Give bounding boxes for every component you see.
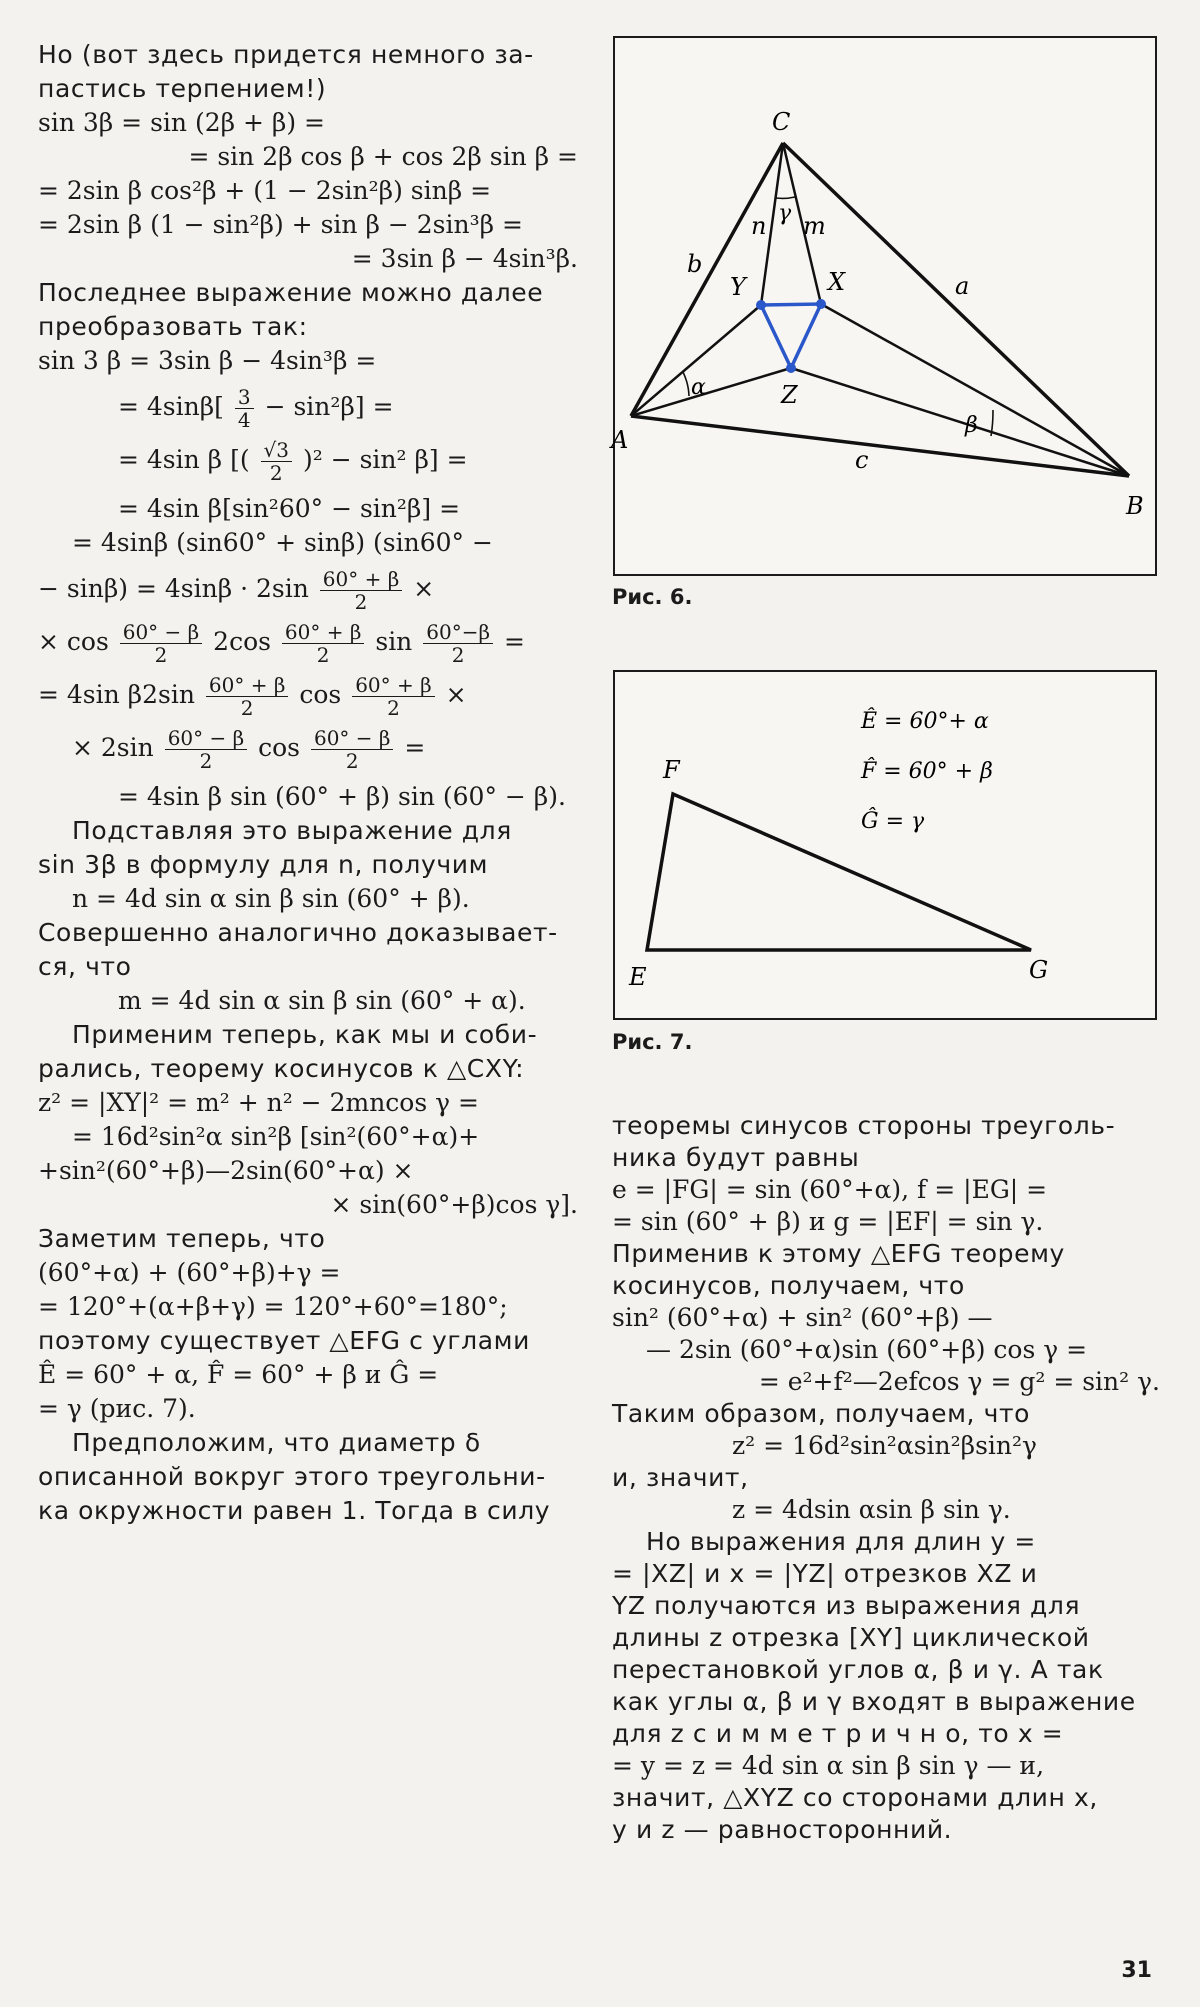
- text-line: sin 3β в формулу для n, получим: [38, 850, 489, 879]
- equilateral-triangle-xyz: [761, 304, 821, 368]
- equation-line: × 2sin $\frac{60^\circ - \beta}{2}$ cos $\frac{60^\circ - \beta}{2}$ =: [72, 726, 426, 773]
- equation-line: − sinβ) = 4sinβ · 2sin $\frac{60^\circ + \beta}{2}$ ×: [38, 567, 435, 614]
- text-line: Применим теперь, как мы и соби-: [72, 1020, 538, 1049]
- text-line: = e²+f²—2efcos γ = g² = sin² γ.: [758, 1367, 1160, 1396]
- text-line: Но выражения для длин y =: [646, 1527, 1036, 1556]
- text-line: = 16d²sin²α sin²β [sin²(60°+α)+: [72, 1122, 480, 1151]
- text-line: преобразовать так:: [38, 312, 308, 341]
- text-line: перестановкой углов α, β и γ. А так: [612, 1655, 1104, 1684]
- text-line: e = |FG| = sin (60°+α), f = |EG| =: [612, 1175, 1048, 1204]
- fraction: $\frac{60^\circ - \beta}{2}$: [165, 727, 247, 772]
- text-line: (60°+α) + (60°+β)+γ =: [38, 1258, 341, 1287]
- left-column: [38, 38, 578, 1528]
- text-line: y и z — равносторонний.: [612, 1815, 953, 1844]
- equation-line: = 4sinβ[ $\frac{3}{4}$ − sin²β] =: [118, 385, 394, 432]
- text-line: = y = z = 4d sin α sin β sin γ — и,: [612, 1751, 1045, 1780]
- label-angle-beta: β: [965, 413, 978, 438]
- text-line: длины z отрезка [XY] циклической: [612, 1623, 1090, 1652]
- figure-6-drawing: [611, 38, 1155, 574]
- text-line: YZ получаются из выражения для: [612, 1591, 1081, 1620]
- equation-line: = 4sinβ (sin60° + sinβ) (sin60° −: [72, 528, 493, 557]
- fraction: $\frac{60^\circ + \beta}{2}$: [206, 674, 288, 719]
- text-line: sin² (60°+α) + sin² (60°+β) —: [612, 1303, 993, 1332]
- fraction: $\frac{60^\circ + \beta}{2}$: [352, 674, 434, 719]
- equation-line: = 4sin β sin (60° + β) sin (60° − β).: [118, 782, 566, 811]
- text-line: Применив к этому △EFG теорему: [612, 1239, 1065, 1268]
- text-line: рались, теорему косинусов к △CXY:: [38, 1054, 525, 1083]
- text-line: поэтому существует △EFG с углами: [38, 1326, 530, 1355]
- text-line: Подставляя это выражение для: [72, 816, 512, 845]
- text-line: косинусов, получаем, что: [612, 1271, 965, 1300]
- equation-line: × cos $\frac{60^\circ - \beta}{2}$ 2cos $\frac{60^\circ + \beta}{2}$ sin $\frac{60^\circ-\beta}{2}$ =: [38, 620, 525, 667]
- text-line: × sin(60°+β)cos γ].: [330, 1190, 578, 1219]
- page-number: 31: [1121, 1958, 1152, 1983]
- fraction: $\frac{60^\circ-\beta}{2}$: [423, 621, 493, 666]
- right-column: [612, 1110, 1160, 1846]
- text-line: Предположим, что диаметр δ: [72, 1428, 481, 1457]
- text-line: = |XZ| и x = |YZ| отрезков XZ и: [612, 1559, 1038, 1588]
- label-segment-n: n: [751, 212, 767, 240]
- left-text-tail: [38, 814, 578, 1528]
- text-line: ся, что: [38, 952, 132, 981]
- text-line: z² = |XY|² = m² + n² − 2mncos γ =: [38, 1088, 479, 1117]
- text-line: для z с и м м е т р и ч н о, то x =: [612, 1719, 1064, 1748]
- label-angle-alpha: α: [691, 375, 706, 400]
- fraction: $\frac{√3}{2}$: [261, 439, 292, 484]
- label-angle-gamma: γ: [778, 201, 792, 226]
- label-vertex-a: A: [611, 426, 629, 454]
- text-line: — 2sin (60°+α)sin (60°+β) cos γ =: [646, 1335, 1088, 1364]
- text-line: = 3sin β − 4sin³β.: [351, 244, 578, 273]
- figure-6-caption: Рис. 6.: [612, 585, 693, 609]
- label-point-z: Z: [781, 381, 798, 409]
- figure-6: [613, 36, 1157, 576]
- text-line: как углы α, β и γ входят в выражение: [612, 1687, 1136, 1716]
- text-line: = 120°+(α+β+γ) = 120°+60°=180°;: [38, 1292, 508, 1321]
- text-line: ника будут равны: [612, 1143, 860, 1172]
- text-line: m = 4d sin α sin β sin (60° + α).: [118, 986, 526, 1015]
- text-line: значит, △XYZ со сторонами длин x,: [612, 1783, 1098, 1812]
- formula-angle-f: F̂ = 60° + β: [861, 759, 993, 784]
- text-line: = γ (рис. 7).: [38, 1394, 196, 1423]
- figure-7: [613, 670, 1157, 1020]
- text-line: n = 4d sin α sin β sin (60° + β).: [72, 884, 470, 913]
- label-vertex-g: G: [1029, 956, 1049, 984]
- text-line: z = 4dsin αsin β sin γ.: [732, 1495, 1011, 1524]
- figure-7-caption: Рис. 7.: [612, 1030, 693, 1054]
- equation-line: = 4sin β [( $\frac{√3}{2}$ )² − sin² β] =: [118, 438, 468, 485]
- text-line: описанной вокруг этого треугольни-: [38, 1462, 546, 1491]
- label-side-c: c: [855, 446, 869, 474]
- fraction: $\frac{60^\circ + \beta}{2}$: [282, 621, 364, 666]
- text-line: и, значит,: [612, 1463, 749, 1492]
- label-vertex-b: B: [1126, 492, 1144, 520]
- text-line: пастись терпением!): [38, 74, 327, 103]
- text-line: Но (вот здесь придется немного за-: [38, 40, 534, 69]
- label-vertex-f: F: [663, 756, 680, 784]
- label-segment-m: m: [803, 212, 826, 240]
- fraction: $\frac{60^\circ - \beta}{2}$: [311, 727, 393, 772]
- label-point-x: X: [828, 268, 846, 296]
- label-vertex-e: E: [629, 963, 647, 991]
- label-vertex-c: C: [772, 108, 791, 136]
- text-line: +sin²(60°+β)—2sin(60°+α) ×: [38, 1156, 414, 1185]
- equation-line: = 4sin β[sin²60° − sin²β] =: [118, 494, 461, 523]
- text-line: Заметим теперь, что: [38, 1224, 326, 1253]
- left-text-top: [38, 38, 578, 378]
- text-line: = sin (60° + β) и g = |EF| = sin γ.: [612, 1207, 1044, 1236]
- label-side-a: a: [955, 272, 970, 300]
- text-line: Последнее выражение можно далее: [38, 278, 544, 307]
- text-line: = sin 2β cos β + cos 2β sin β =: [188, 142, 578, 171]
- text-line: Совершенно аналогично доказывает-: [38, 918, 558, 947]
- text-line: sin 3 β = 3sin β − 4sin³β =: [38, 346, 377, 375]
- label-side-b: b: [687, 250, 703, 278]
- text-line: Ê = 60° + α, F̂ = 60° + β и Ĝ =: [38, 1360, 439, 1389]
- fraction: $\frac{60^\circ + \beta}{2}$: [320, 568, 402, 613]
- text-line: = 2sin β (1 − sin²β) + sin β − 2sin³β =: [38, 210, 523, 239]
- text-line: Таким образом, получаем, что: [612, 1399, 1031, 1428]
- text-line: sin 3β = sin (2β + β) =: [38, 108, 325, 137]
- text-line: = 2sin β cos²β + (1 − 2sin²β) sinβ =: [38, 176, 492, 205]
- text-line: z² = 16d²sin²αsin²βsin²γ: [732, 1431, 1037, 1460]
- text-line: теоремы синусов стороны треуголь-: [612, 1111, 1116, 1140]
- label-point-y: Y: [730, 273, 746, 301]
- equation-line: = 4sin β2sin $\frac{60^\circ + \beta}{2}$ cos $\frac{60^\circ + \beta}{2}$ ×: [38, 673, 467, 720]
- formula-angle-g: Ĝ = γ: [861, 809, 925, 834]
- triangle-efg: [647, 794, 1031, 950]
- formula-angle-e: Ê = 60°+ α: [861, 709, 989, 734]
- fraction: $\frac{60^\circ - \beta}{2}$: [120, 621, 202, 666]
- text-line: ка окружности равен 1. Тогда в силу: [38, 1496, 551, 1525]
- fraction: $\frac{3}{4}$: [235, 386, 254, 431]
- figure-7-drawing: [615, 672, 1155, 1018]
